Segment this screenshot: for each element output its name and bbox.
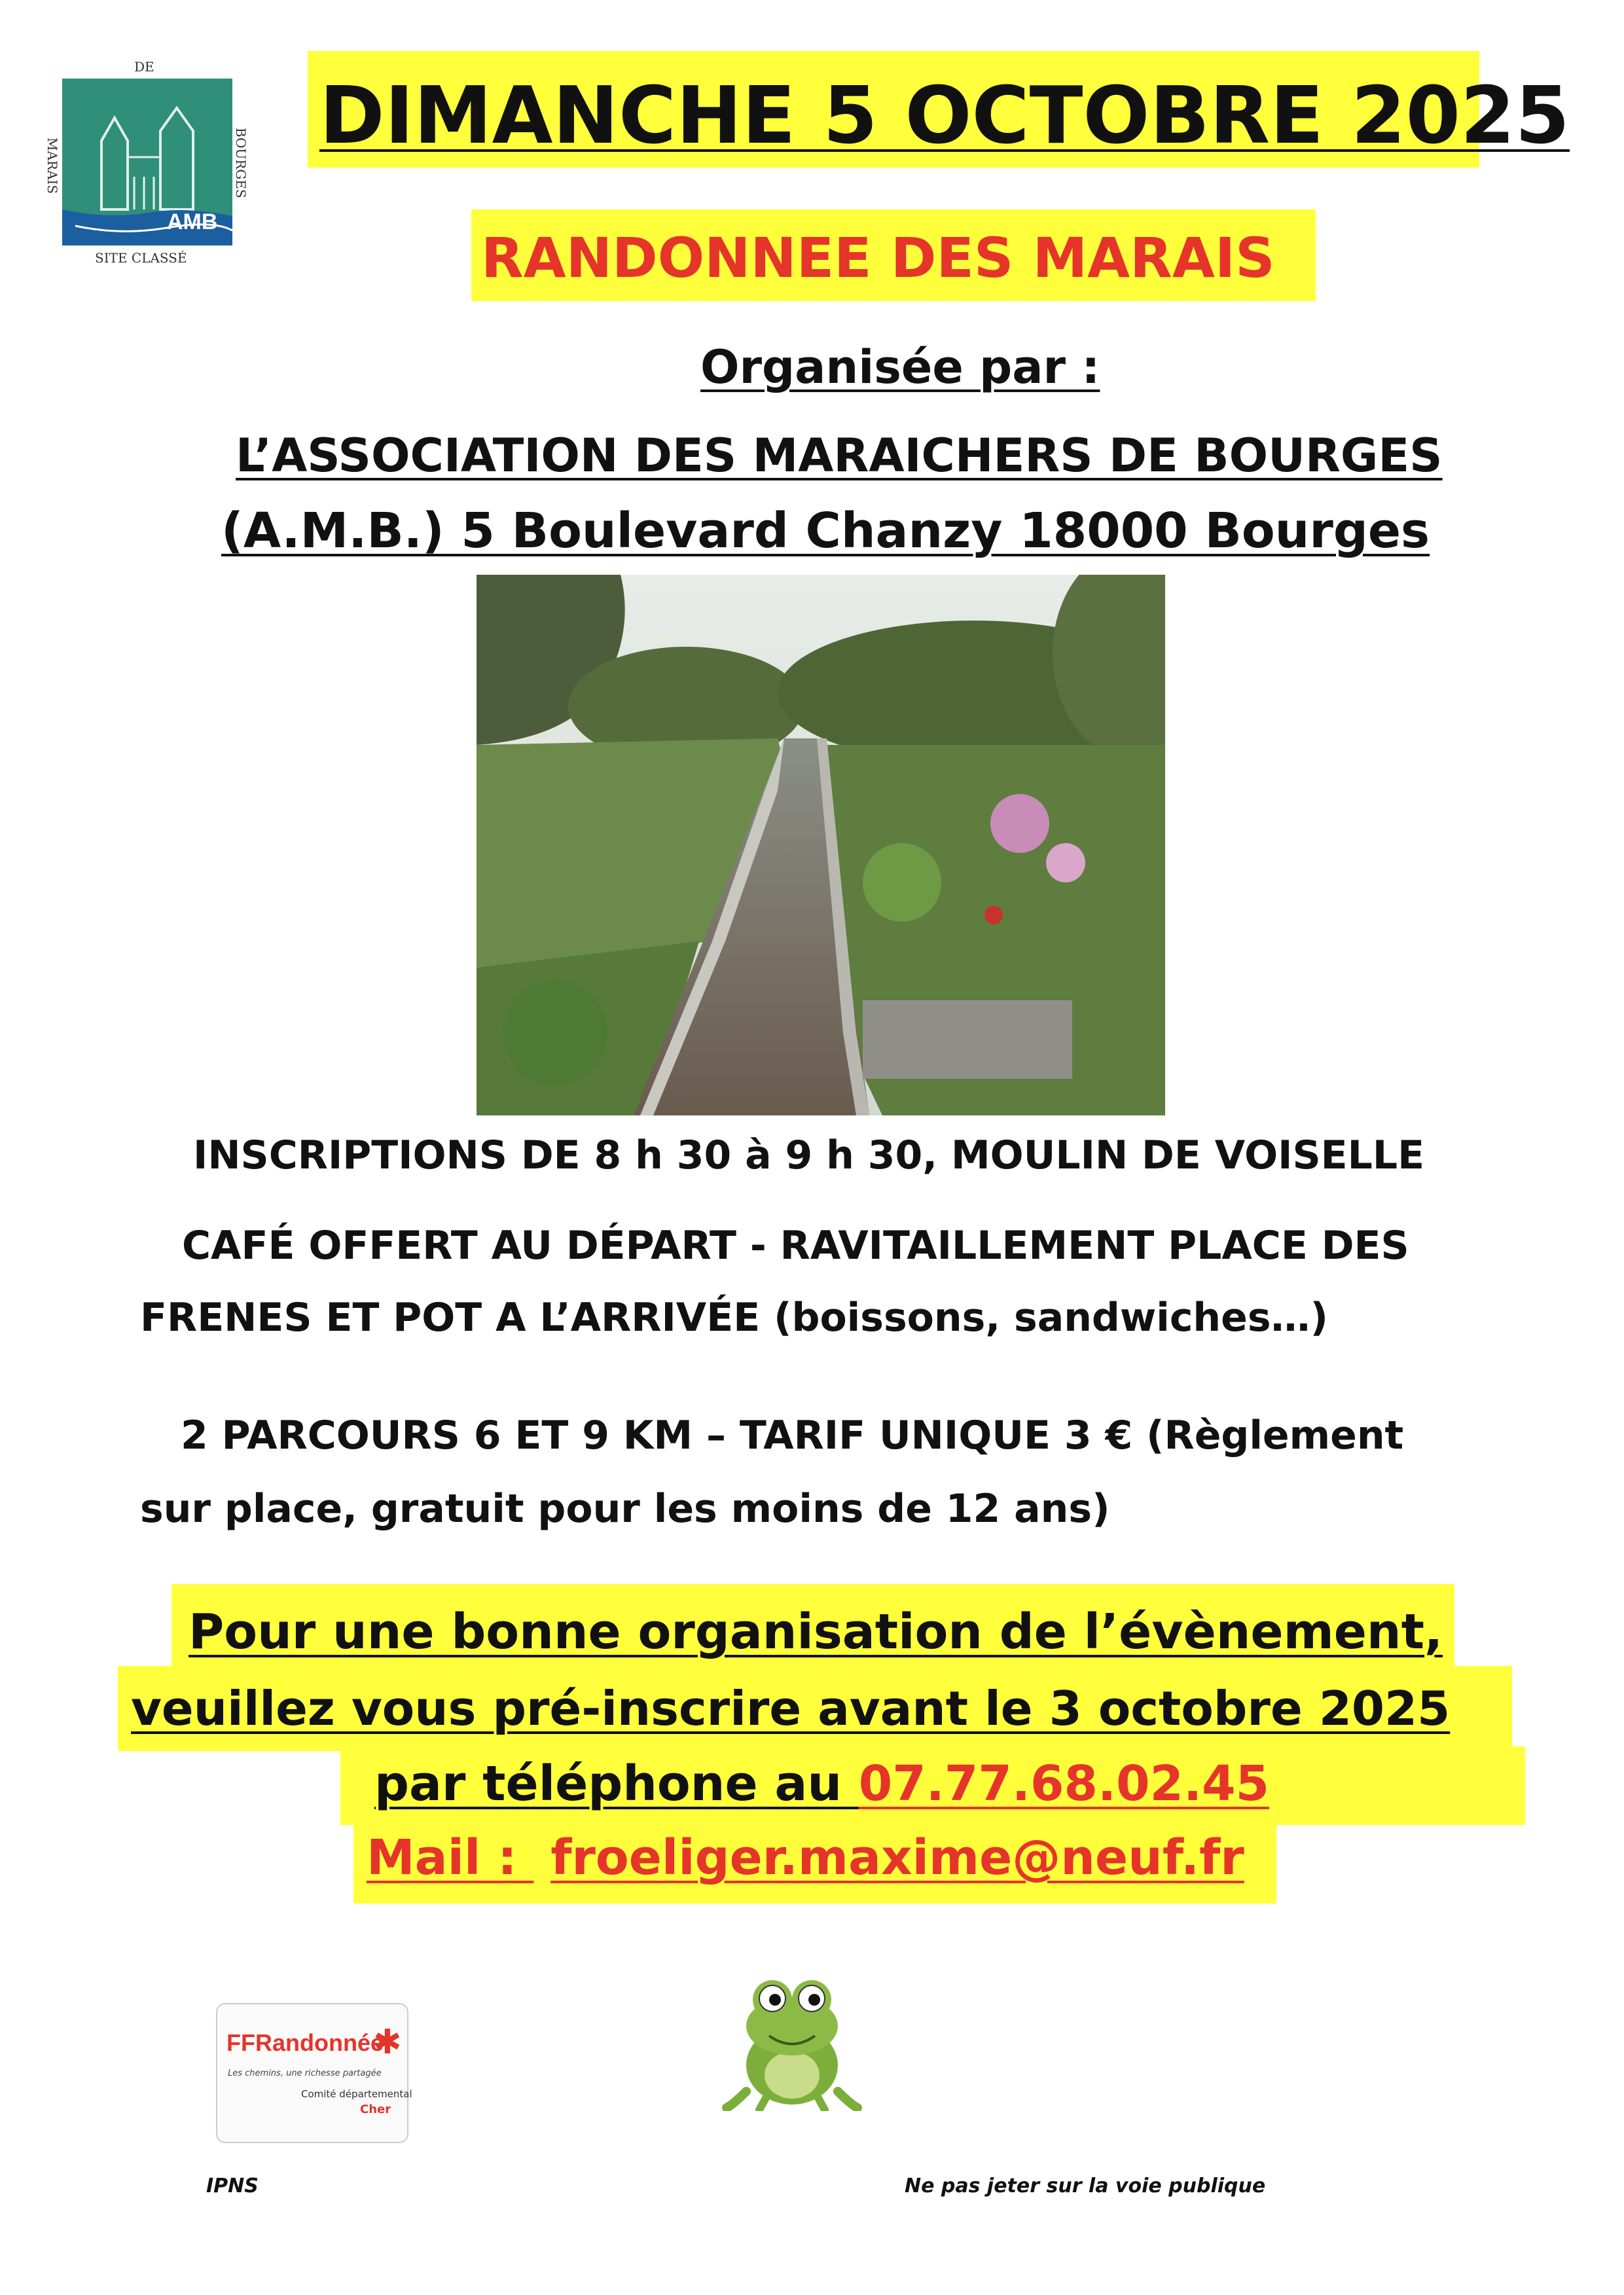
ffr-brand: FFRandonnée <box>226 2029 384 2056</box>
phone-number[interactable]: 07.77.68.02.45 <box>858 1756 1270 1812</box>
footer-ipns: IPNS <box>206 2175 259 2197</box>
cafe-text-line1: CAFÉ OFFERT AU DÉPART - RAVITAILLEMENT PLACE DES <box>182 1223 1409 1269</box>
logo-left-text: MARAIS <box>45 137 60 194</box>
footer-notice: Ne pas jeter sur la voie publique <box>905 2175 1266 2197</box>
event-name-banner <box>471 209 1316 301</box>
date-banner <box>308 51 1570 168</box>
organiser-name: L’ASSOCIATION DES MARAICHERS DE BOURGES <box>236 429 1443 482</box>
hiker-icon: ✱ <box>373 2023 402 2062</box>
ffr-tagline: Les chemins, une richesse partagée <box>228 2069 382 2078</box>
phone-line <box>374 1756 1269 1812</box>
logo-initials: AMB <box>167 209 218 234</box>
marsh-garden-photo <box>477 575 1165 1115</box>
parcours-text-line2: sur place, gratuit pour les moins de 12 ans) <box>140 1486 1110 1532</box>
mail-line <box>367 1830 1244 1886</box>
parcours-text-line1: 2 PARCOURS 6 ET 9 KM – TARIF UNIQUE 3 € (Règlement <box>181 1413 1404 1458</box>
amb-logo <box>45 59 249 275</box>
logo-tile <box>62 79 232 245</box>
logo-top-text: DE <box>134 59 154 75</box>
ffr-department: Cher <box>360 2103 391 2116</box>
mail-address[interactable]: froeliger.maxime@neuf.fr <box>550 1830 1244 1886</box>
mail-label: Mail : <box>367 1830 534 1886</box>
logo-right-text: BOURGES <box>233 128 249 198</box>
registration-line1: Pour une bonne organisation de l’évènement, <box>189 1604 1443 1660</box>
phone-prefix: par téléphone au <box>374 1756 859 1812</box>
frog-icon <box>720 1967 864 2111</box>
event-date: DIMANCHE 5 OCTOBRE 2025 <box>319 71 1570 162</box>
organiser-address: (A.M.B.) 5 Boulevard Chanzy 18000 Bourges <box>221 503 1430 559</box>
cafe-text-line2: FRENES ET POT A L’ARRIVÉE (boissons, sandwiches…) <box>140 1295 1328 1341</box>
ffrandonnee-logo <box>216 2003 412 2141</box>
event-name: RANDONNEE DES MARAIS <box>481 226 1275 290</box>
logo-bottom-text: SITE CLASSÉ <box>95 250 187 266</box>
organised-by-label: Organisée par : <box>700 340 1100 394</box>
registration-line2: veuillez vous pré-inscrire avant le 3 octobre 2025 <box>131 1681 1451 1736</box>
inscriptions-text: INSCRIPTIONS DE 8 h 30 à 9 h 30, MOULIN DE VOISELLE <box>193 1132 1425 1178</box>
ffr-committee: Comité départemental <box>301 2088 412 2100</box>
